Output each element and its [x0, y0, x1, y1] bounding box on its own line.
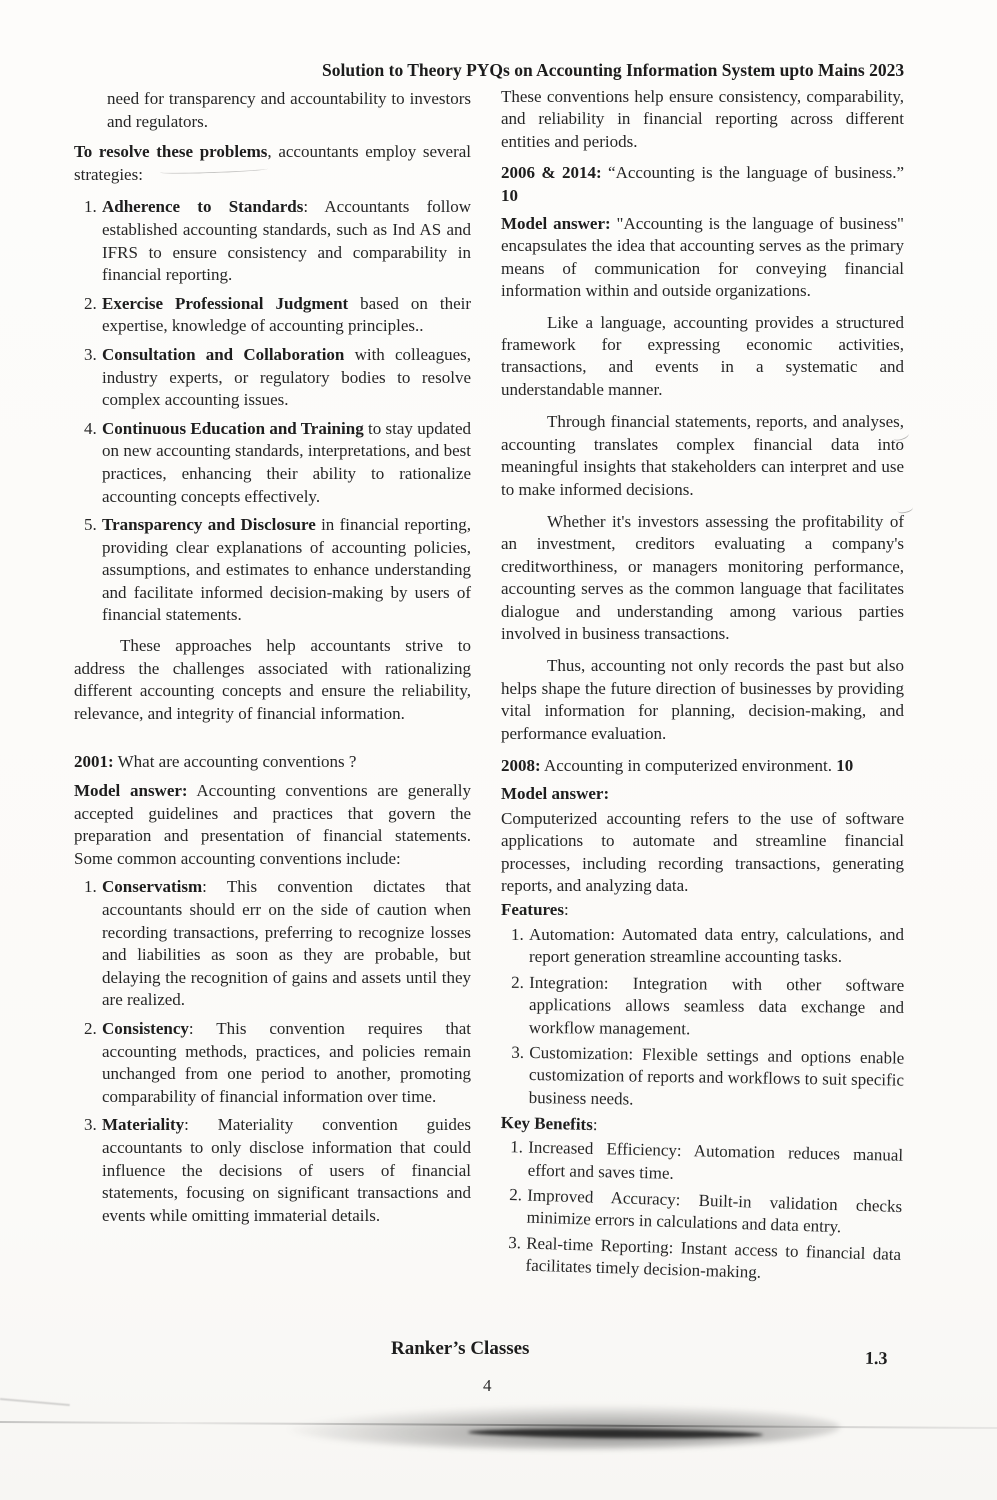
- bold-run: 2001:: [74, 752, 114, 772]
- paragraph-through: Through financial statements, reports, and analyses, accounting translates complex financial data into meaningful insights that stakeholders can interpret and use to make informed decisions.: [501, 412, 904, 499]
- bold-run: To resolve these problems: [74, 142, 268, 162]
- text-run: with colleagues, industry experts, or regulatory bodies to resolve complex accounting issues.: [102, 344, 471, 410]
- list-item: [526, 1137, 903, 1190]
- bold-run: Consistency: [102, 1018, 189, 1038]
- text-run: Increased Efficiency: Automation reduces manual effort and saves time.: [527, 1138, 904, 1183]
- paragraph-like-language: Like a language, accounting provides a structured framework for expressing economic activities, transactions, and events in a systematic and understandable manner.: [501, 312, 904, 399]
- list-item: [528, 924, 904, 969]
- footer-brand: Ranker’s Classes: [391, 1338, 530, 1359]
- question-2006-2014: [501, 162, 904, 207]
- right-column: [500, 86, 905, 1283]
- scan-shadow-smudge: [285, 1405, 840, 1449]
- text-run: : Materiality convention guides accountants to only disclose information that could influence the decisions of users of financial statements, focusing on significant transactions and events while omitting immaterial details.: [102, 1115, 471, 1225]
- marks-value: 10: [836, 755, 854, 775]
- model-answer-2001: [74, 780, 471, 870]
- bold-run: Continuous Education and Training: [102, 418, 364, 438]
- scan-edge-mark: [0, 1398, 70, 1406]
- question-2008: [501, 755, 904, 777]
- list-item: [525, 1185, 902, 1241]
- text-run: :: [592, 1115, 598, 1135]
- left-column: [74, 88, 471, 1235]
- benefits-list: [497, 1136, 903, 1285]
- text-run: Accounting in computerized environment.: [540, 755, 837, 775]
- features-list: [501, 924, 904, 1109]
- bold-run: 2006 & 2014:: [501, 163, 602, 183]
- model-answer-2006: [501, 213, 904, 303]
- paragraph-computerized: Computerized accounting refers to the use of software applications to automate and streamline financial processes, including recording transactions, generating reports, and analyzing data.: [501, 808, 904, 895]
- strategies-list: [74, 196, 471, 627]
- list-item: [101, 1114, 471, 1227]
- text-run: Automation: Automated data entry, calculations, and report generation streamline accounting tasks.: [529, 924, 904, 967]
- paragraph-conventions-help: These conventions help ensure consistency, comparability, and reliability in financial reporting across different entities and periods.: [501, 87, 904, 151]
- list-item: [101, 293, 471, 338]
- features-heading: [501, 899, 904, 921]
- text-run: "Accounting is the language of business" encapsulates the idea that accounting serves as the primary means of communication for conveying financial information within and outside organizations.: [501, 214, 904, 301]
- bold-run: Adherence to Standards: [102, 197, 304, 217]
- text-run: , accountants employ several strategies:: [74, 142, 471, 184]
- bold-run: Key Benefits: [500, 1113, 594, 1135]
- text-run: :: [563, 900, 569, 920]
- paragraph-resolve: [74, 141, 471, 186]
- bold-run: Consultation and Collaboration: [102, 344, 345, 364]
- text-run: based on their expertise, knowledge of accounting principles..: [102, 293, 471, 336]
- conventions-list: [74, 876, 471, 1227]
- list-item: [101, 876, 471, 1012]
- footer-section-number: 1.3: [864, 1347, 888, 1369]
- text-run: What are accounting conventions ?: [113, 752, 357, 772]
- text-run: “Accounting is the language of business.”: [601, 163, 904, 183]
- list-item: [101, 418, 471, 508]
- text-run: Real-time Reporting: Instant access to financial data facilitates timely decision-making.: [525, 1233, 902, 1283]
- paragraph-thus: Thus, accounting not only records the past but also helps shape the future direction of businesses by providing vital information for planning, decision-making, and performance evaluation.: [501, 656, 904, 743]
- bold-run: Conservatism: [102, 877, 203, 897]
- text-run: to stay updated on new accounting standards, interpretations, and best practices, enhancing their ability to rationalize accounting concepts effectively.: [102, 418, 472, 506]
- text-run: Integration: Integration with other software applications allows seamless data exchange and workflow management.: [528, 972, 905, 1038]
- list-item: [101, 514, 471, 627]
- list-item: [524, 1233, 901, 1289]
- question-2001: [74, 751, 471, 774]
- page-title: Solution to Theory PYQs on Accounting Information System upto Mains 2023: [322, 60, 905, 80]
- bold-run: Exercise Professional Judgment: [102, 293, 349, 313]
- bold-run: Features: [501, 900, 564, 920]
- list-item: [528, 972, 905, 1042]
- key-benefits-block: [497, 1112, 904, 1286]
- list-item: [101, 344, 471, 412]
- text-run: Customization: Flexible settings and options enable customization of reports and workflows to suit specific business needs.: [528, 1042, 905, 1109]
- model-answer-2008-heading: [501, 783, 904, 805]
- bold-run: Model answer:: [74, 781, 188, 801]
- bold-run: Model answer:: [501, 214, 611, 234]
- paragraph-transparency: need for transparency and accountability to investors and regulators.: [107, 89, 471, 131]
- text-run: : This convention requires that accounting methods, practices, and policies remain unchanged from one period to another, promoting comparability of financial information over time.: [102, 1018, 471, 1106]
- bold-run: 2008:: [501, 755, 541, 775]
- bold-run: Materiality: [102, 1115, 185, 1135]
- list-item: [101, 196, 471, 286]
- paragraph-whether: Whether it's investors assessing the profitability of an investment, creditors evaluating a company's creditworthiness, or managers monitoring performance, accounting serves as the common language that facilitates dialogue and understanding among various parties involved in business transactions.: [501, 511, 904, 643]
- bold-run: Model answer:: [501, 784, 610, 804]
- marks-value: 10: [501, 185, 518, 205]
- text-run: : Accountants follow established accounting standards, such as Ind AS and IFRS to ensure consistency and comparability in financial reporting.: [102, 197, 471, 285]
- bold-run: Transparency and Disclosure: [102, 515, 316, 535]
- text-run: Accounting conventions are generally accepted guidelines and practices that govern the preparation and presentation of financial statements. Some common accounting conventions include:: [74, 781, 471, 868]
- text-run: Improved Accuracy: Built-in validation checks minimize errors in calculations and data entry.: [526, 1185, 903, 1237]
- paragraph-approaches: These approaches help accountants strive to address the challenges associated with rationalizing different accounting concepts and ensure the reliability, relevance, and integrity of financial information.: [74, 636, 471, 723]
- text-run: : This convention dictates that accountants should err on the side of caution when recording transactions, preferring to recognize losses and liabilities as soon as they are probable, but delaying the recognition of gains and assets until they are realized.: [102, 877, 471, 1010]
- list-item: [101, 1018, 471, 1108]
- text-run: in financial reporting, providing clear explanations of accounting policies, assumptions, and estimates to enhance understanding and facilitate informed decision-making by users of financial statements.: [102, 515, 471, 625]
- footer-page-number: 4: [483, 1376, 492, 1395]
- list-item: [528, 1042, 905, 1115]
